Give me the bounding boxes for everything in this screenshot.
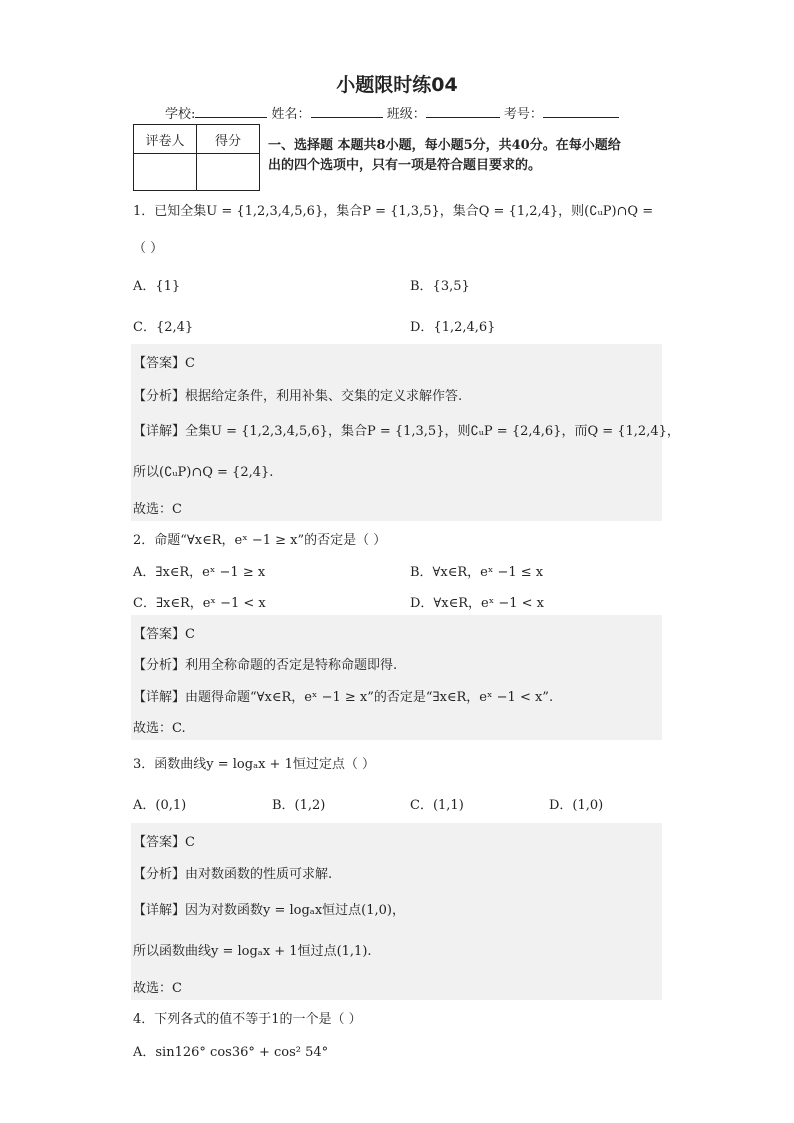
section-line-2: 出的四个选项中，只有一项是符合题目要求的。 <box>268 158 542 173</box>
q1-option-c: C．{2,4} <box>133 320 194 335</box>
q1-option-b: B．{3,5} <box>410 279 470 294</box>
q4-option-a: A．sin126° cos36° + cos² 54° <box>133 1045 329 1060</box>
q1-paren: （ ） <box>133 241 164 256</box>
school-blank <box>195 105 267 118</box>
score-header: 得分 <box>197 125 260 154</box>
q3-detail: 【详解】因为对数函数y = logₐx恒过点(1,0)， <box>133 903 405 918</box>
q2-option-c: C．∃x∈R，eˣ −1 < x <box>133 596 266 611</box>
class-label: 班级： <box>386 107 426 122</box>
section-instructions <box>268 136 621 176</box>
score-table <box>133 124 260 191</box>
q1-detail: 【详解】全集U = {1,2,3,4,5,6}，集合P = {1,3,5}，则∁ᵤP = {2,4,6}，而Q = {1,2,4}， <box>133 424 680 439</box>
page-title: 小题限时练04 <box>336 74 458 96</box>
q1-option-a: A．{1} <box>133 279 181 294</box>
q2-stem: 2．命题“∀x∈R，eˣ −1 ≥ x”的否定是（ ） <box>133 533 387 548</box>
q2-choice: 故选：C. <box>133 721 186 736</box>
q3-option-c: C．(1,1) <box>410 798 464 813</box>
q2-analysis: 【分析】利用全称命题的否定是特称命题即得. <box>133 658 398 673</box>
q2-option-a: A．∃x∈R，eˣ −1 ≥ x <box>133 565 266 580</box>
q3-option-a: A．(0,1) <box>133 798 187 813</box>
q3-answer: 【答案】C <box>133 835 195 850</box>
q2-solution-box <box>131 615 662 740</box>
q3-option-b: B．(1,2) <box>272 798 326 813</box>
student-info-row <box>165 103 619 122</box>
section-line-1: 一、选择题 本题共8小题，每小题5分，共40分。在每小题给 <box>268 138 621 153</box>
q2-option-d: D．∀x∈R，eˣ −1 < x <box>410 596 544 611</box>
class-blank <box>426 105 500 118</box>
q3-detail-2: 所以函数曲线y = logₐx + 1恒过点(1,1). <box>133 944 372 959</box>
q2-answer: 【答案】C <box>133 627 195 642</box>
q1-option-d: D．{1,2,4,6} <box>410 320 496 335</box>
q2-option-b: B．∀x∈R，eˣ −1 ≤ x <box>410 565 544 580</box>
q1-choice: 故选：C <box>133 502 182 517</box>
q3-option-d: D．(1,0) <box>549 798 604 813</box>
q3-analysis: 【分析】由对数函数的性质可求解. <box>133 867 333 882</box>
q2-detail: 【详解】由题得命题“∀x∈R，eˣ −1 ≥ x”的否定是“∃x∈R，eˣ −1 < x”. <box>133 690 554 705</box>
q1-analysis: 【分析】根据给定条件，利用补集、交集的定义求解作答. <box>133 389 463 404</box>
exam-no-label: 考号： <box>503 107 543 122</box>
score-cell <box>197 154 260 191</box>
grader-cell <box>134 154 197 191</box>
q3-choice: 故选：C <box>133 981 182 996</box>
exam-no-blank <box>543 105 619 118</box>
name-label: 姓名： <box>271 107 311 122</box>
grader-header: 评卷人 <box>134 125 197 154</box>
q3-stem: 3．函数曲线y = logₐx + 1恒过定点（ ） <box>133 757 375 772</box>
name-blank <box>311 105 383 118</box>
q1-answer: 【答案】C <box>133 356 195 371</box>
school-label: 学校: <box>165 107 196 122</box>
q4-stem: 4．下列各式的值不等于1的一个是（ ） <box>133 1012 362 1027</box>
q1-detail-2: 所以(∁ᵤP)∩Q = {2,4}. <box>133 465 274 480</box>
q1-stem: 1．已知全集U = {1,2,3,4,5,6}，集合P = {1,3,5}，集合Q = {1,2,4}，则(∁ᵤP)∩Q = <box>133 204 654 219</box>
